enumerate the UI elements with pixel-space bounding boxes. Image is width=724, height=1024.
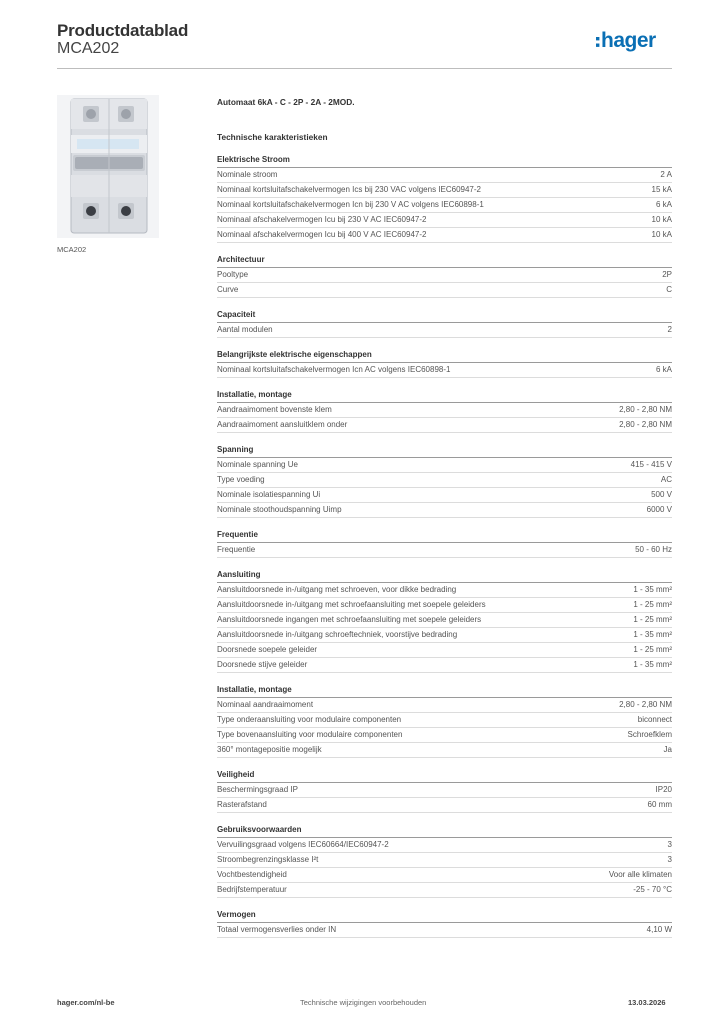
spec-label: Nominaal kortsluitafschakelvermogen Ics bij 230 VAC volgens IEC60947-2 — [217, 185, 481, 194]
spec-value: Schroefklem — [627, 730, 672, 739]
spec-row — [217, 613, 672, 628]
header-divider — [57, 68, 672, 69]
spec-value: 50 - 60 Hz — [635, 545, 672, 554]
spec-label: Vervuilingsgraad volgens IEC60664/IEC60947-2 — [217, 840, 389, 849]
spec-row — [217, 643, 672, 658]
spec-label: Pooltype — [217, 270, 249, 279]
spec-label: Beschermingsgraad IP — [217, 785, 298, 794]
spec-label: Totaal vermogensverlies onder IN — [217, 925, 337, 934]
spec-row — [217, 543, 672, 558]
spec-label: Nominaal aandraaimoment — [217, 700, 314, 709]
spec-row — [217, 403, 672, 418]
spec-row — [217, 783, 672, 798]
spec-sections — [217, 153, 672, 938]
spec-row — [217, 363, 672, 378]
spec-value: AC — [660, 475, 672, 484]
spec-value: -25 - 70 °C — [633, 885, 672, 894]
spec-row — [217, 488, 672, 503]
spec-value: 6000 V — [646, 505, 672, 514]
product-image — [57, 95, 159, 238]
spec-row — [217, 868, 672, 883]
spec-label: Nominaal kortsluitafschakelvermogen Icn bij 230 V AC volgens IEC60898-1 — [217, 200, 484, 209]
spec-label: Aansluitdoorsnede in-/uitgang schroeftechniek, voorstijve bedrading — [217, 630, 458, 639]
section-title: Vermogen — [217, 908, 672, 923]
spec-label: Nominale stoothoudspanning Uimp — [217, 505, 342, 514]
spec-value: 6 kA — [655, 365, 672, 374]
spec-value: 2P — [662, 270, 672, 279]
tech-heading: Technische karakteristieken — [217, 132, 328, 142]
section-title: Elektrische Stroom — [217, 153, 672, 168]
spec-row — [217, 923, 672, 938]
footer-date: 13.03.2026 — [628, 998, 666, 1007]
spec-value: 2,80 - 2,80 NM — [619, 420, 672, 429]
spec-label: Aansluitdoorsnede in-/uitgang met schroeven, voor dikke bedrading — [217, 585, 457, 594]
spec-row — [217, 268, 672, 283]
spec-label: Type onderaansluiting voor modulaire componenten — [217, 715, 402, 724]
spec-label: Nominale isolatiespanning Ui — [217, 490, 321, 499]
spec-value: Voor alle klimaten — [608, 870, 672, 879]
spec-row — [217, 473, 672, 488]
spec-row — [217, 743, 672, 758]
spec-label: Nominaal afschakelvermogen Icu bij 400 V AC IEC60947-2 — [217, 230, 427, 239]
spec-label: Vochtbestendigheid — [217, 870, 287, 879]
footer-disclaimer: Technische wijzigingen voorbehouden — [300, 998, 427, 1007]
spec-value: 2,80 - 2,80 NM — [619, 700, 672, 709]
spec-row — [217, 713, 672, 728]
spec-label: Aantal modulen — [217, 325, 273, 334]
spec-label: Nominaal kortsluitafschakelvermogen Icn AC volgens IEC60898-1 — [217, 365, 451, 374]
section-title: Belangrijkste elektrische eigenschappen — [217, 348, 672, 363]
section-title: Veiligheid — [217, 768, 672, 783]
spec-row — [217, 583, 672, 598]
section-title: Installatie, montage — [217, 683, 672, 698]
spec-value: IP20 — [655, 785, 672, 794]
section-title: Gebruiksvoorwaarden — [217, 823, 672, 838]
spec-label: Bedrijfstemperatuur — [217, 885, 287, 894]
page-title: Productdatablad — [57, 21, 189, 40]
spec-row — [217, 698, 672, 713]
spec-value: 2 A — [660, 170, 672, 179]
spec-row — [217, 213, 672, 228]
spec-label: Nominale spanning Ue — [217, 460, 298, 469]
spec-label: Aandraaimoment bovenste klem — [217, 405, 332, 414]
spec-value: 60 mm — [647, 800, 672, 809]
spec-label: Doorsnede stijve geleider — [217, 660, 308, 669]
spec-row — [217, 628, 672, 643]
spec-value: 1 - 35 mm² — [633, 585, 672, 594]
spec-row — [217, 798, 672, 813]
spec-label: Nominale stroom — [217, 170, 278, 179]
product-code: MCA202 — [57, 40, 120, 57]
spec-value: 10 kA — [651, 215, 672, 224]
spec-label: Aansluitdoorsnede in-/uitgang met schroefaansluiting met soepele geleiders — [217, 600, 486, 609]
section-title: Architectuur — [217, 253, 672, 268]
spec-value: 10 kA — [651, 230, 672, 239]
spec-label: Stroombegrenzingsklasse I²t — [217, 855, 319, 864]
section-title: Installatie, montage — [217, 388, 672, 403]
spec-value: 500 V — [651, 490, 672, 499]
spec-value: 4,10 W — [646, 925, 672, 934]
spec-label: Frequentie — [217, 545, 256, 554]
product-name: Automaat 6kA - C - 2P - 2A - 2MOD. — [217, 97, 355, 107]
spec-label: 360° montagepositie mogelijk — [217, 745, 322, 754]
logo-dot-top — [596, 37, 599, 40]
image-caption: MCA202 — [57, 245, 87, 254]
spec-label: Aandraaimoment aansluitklem onder — [217, 420, 348, 429]
spec-value: 6 kA — [655, 200, 672, 209]
hager-logo — [596, 26, 676, 56]
section-title: Spanning — [217, 443, 672, 458]
spec-value: 1 - 35 mm² — [633, 660, 672, 669]
spec-content — [217, 96, 672, 938]
spec-label: Rasterafstand — [217, 800, 267, 809]
spec-row — [217, 853, 672, 868]
spec-value: 1 - 25 mm² — [633, 645, 672, 654]
spec-label: Nominaal afschakelvermogen Icu bij 230 V AC IEC60947-2 — [217, 215, 427, 224]
spec-value: 1 - 25 mm² — [633, 615, 672, 624]
spec-row — [217, 728, 672, 743]
spec-label: Type voeding — [217, 475, 265, 484]
spec-value: 1 - 25 mm² — [633, 600, 672, 609]
spec-value: 1 - 35 mm² — [633, 630, 672, 639]
section-title: Aansluiting — [217, 568, 672, 583]
spec-row — [217, 838, 672, 853]
spec-row — [217, 883, 672, 898]
spec-label: Curve — [217, 285, 239, 294]
spec-value: 2 — [667, 325, 672, 334]
section-title: Frequentie — [217, 528, 672, 543]
spec-value: 415 - 415 V — [630, 460, 672, 469]
spec-row — [217, 503, 672, 518]
spec-row — [217, 198, 672, 213]
spec-row — [217, 228, 672, 243]
footer-website[interactable]: hager.com/nl-be — [57, 998, 115, 1007]
spec-row — [217, 168, 672, 183]
spec-value: 3 — [667, 855, 672, 864]
logo-wordmark: hager — [601, 29, 656, 52]
spec-row — [217, 418, 672, 433]
spec-label: Doorsnede soepele geleider — [217, 645, 318, 654]
spec-row — [217, 183, 672, 198]
section-title: Capaciteit — [217, 308, 672, 323]
spec-value: 15 kA — [651, 185, 672, 194]
spec-row — [217, 598, 672, 613]
spec-row — [217, 283, 672, 298]
logo-dot-bottom — [596, 44, 599, 47]
spec-label: Type bovenaansluiting voor modulaire componenten — [217, 730, 403, 739]
spec-row — [217, 323, 672, 338]
spec-value: 2,80 - 2,80 NM — [619, 405, 672, 414]
spec-row — [217, 458, 672, 473]
spec-row — [217, 658, 672, 673]
spec-value: C — [666, 285, 672, 294]
spec-label: Aansluitdoorsnede ingangen met schroefaansluiting met soepele geleiders — [217, 615, 482, 624]
spec-value: biconnect — [637, 715, 672, 724]
spec-value: 3 — [667, 840, 672, 849]
spec-value: Ja — [663, 745, 672, 754]
